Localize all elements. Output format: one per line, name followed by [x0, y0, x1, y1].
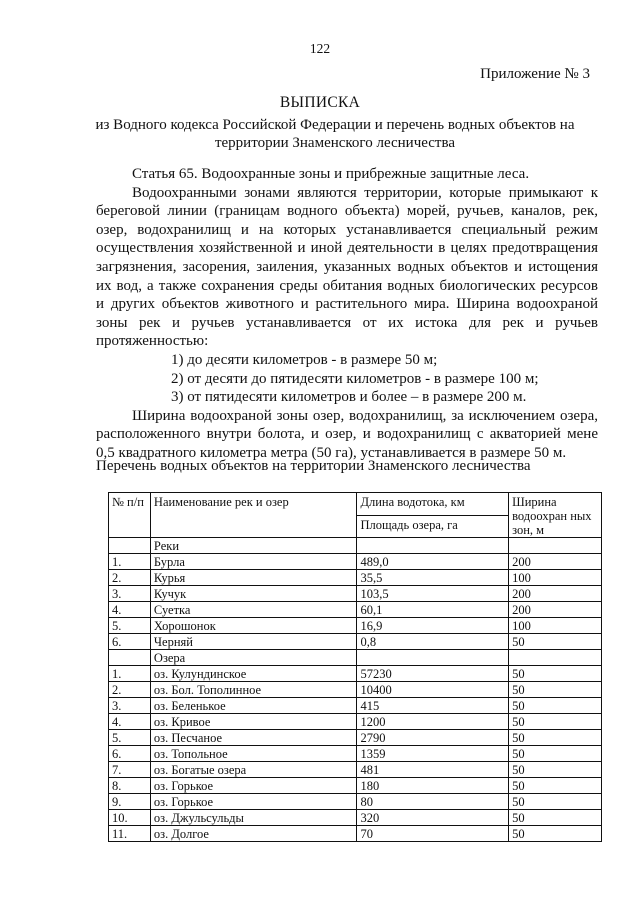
protection-width: 50	[509, 634, 602, 650]
list-item: 3) от пятидесяти километров и более – в размере 200 м.	[171, 389, 527, 406]
object-size: 2790	[357, 730, 509, 746]
row-number: 2.	[109, 682, 151, 698]
row-number: 7.	[109, 762, 151, 778]
object-size: 1359	[357, 746, 509, 762]
object-size: 80	[357, 794, 509, 810]
object-size: 415	[357, 698, 509, 714]
table-row	[109, 826, 602, 842]
table-cell	[109, 650, 151, 666]
object-size: 481	[357, 762, 509, 778]
protection-width: 100	[509, 618, 602, 634]
table-row	[109, 778, 602, 794]
row-number: 9.	[109, 794, 151, 810]
table-row	[109, 746, 602, 762]
object-size: 60,1	[357, 602, 509, 618]
rivers-section-row	[109, 538, 602, 554]
protection-width: 50	[509, 826, 602, 842]
protection-width: 50	[509, 746, 602, 762]
table-row	[109, 794, 602, 810]
protection-width: 200	[509, 554, 602, 570]
header-width: Ширина водоохран ных зон, м	[509, 493, 602, 538]
header-length: Длина водотока, км	[357, 493, 509, 516]
table-cell	[109, 538, 151, 554]
object-size: 70	[357, 826, 509, 842]
row-number: 6.	[109, 746, 151, 762]
object-name: Бурла	[150, 554, 357, 570]
protection-width: 50	[509, 698, 602, 714]
header-number: № п/п	[109, 493, 151, 538]
table-cell	[357, 650, 509, 666]
table-row	[109, 586, 602, 602]
object-name: Хорошонок	[150, 618, 357, 634]
object-name: оз. Джульсульды	[150, 810, 357, 826]
document-subtitle: из Водного кодекса Российской Федерации и перечень водных объектов на территории Знаменского лесничества	[95, 117, 575, 151]
row-number: 4.	[109, 602, 151, 618]
object-name: Кучук	[150, 586, 357, 602]
table-row	[109, 810, 602, 826]
table-row	[109, 730, 602, 746]
section-label: Озера	[150, 650, 357, 666]
water-objects-table	[108, 492, 602, 842]
table-row	[109, 634, 602, 650]
header-name: Наименование рек и озер	[150, 493, 357, 538]
protection-width: 50	[509, 810, 602, 826]
protection-width: 200	[509, 586, 602, 602]
object-name: оз. Кулундинское	[150, 666, 357, 682]
table-row	[109, 698, 602, 714]
table-row	[109, 666, 602, 682]
object-name: Черняй	[150, 634, 357, 650]
lakes-section-row	[109, 650, 602, 666]
object-size: 1200	[357, 714, 509, 730]
object-name: оз. Беленькое	[150, 698, 357, 714]
table-row	[109, 762, 602, 778]
table-header-row	[109, 493, 602, 516]
object-size: 16,9	[357, 618, 509, 634]
annex-label: Приложение № 3	[480, 66, 590, 82]
row-number: 5.	[109, 730, 151, 746]
table-row	[109, 554, 602, 570]
object-name: оз. Горькое	[150, 778, 357, 794]
protection-width: 50	[509, 730, 602, 746]
table-cell	[509, 650, 602, 666]
row-number: 8.	[109, 778, 151, 794]
table-row	[109, 714, 602, 730]
protection-width: 50	[509, 794, 602, 810]
list-item: 2) от десяти до пятидесяти километров - в размере 100 м;	[171, 370, 539, 387]
paragraph-1: Водоохранными зонами являются территории, которые примыкают к береговой линии (границам водного объекта) морей, ручьев, каналов, рек, озер, водохранилищ и на которых устанавливается специальный режим осуществления хозяйственной и иной деятельности в целях предотвращения загрязнения, засорения, заиления, указанных водных объектов и истощения их вод, а также сохранения среды обитания водных биологических ресурсов и других объектов животного и растительного мира. Ширина водоохраной зоны рек и ручьев устанавливается от их истока для рек и ручьев протяженностью:	[96, 184, 598, 350]
page-number: 122	[309, 41, 331, 56]
protection-width: 50	[509, 666, 602, 682]
object-size: 180	[357, 778, 509, 794]
table-row	[109, 602, 602, 618]
object-name: оз. Кривое	[150, 714, 357, 730]
table-row	[109, 618, 602, 634]
object-name: оз. Песчаное	[150, 730, 357, 746]
row-number: 3.	[109, 586, 151, 602]
document-title: ВЫПИСКА	[279, 94, 361, 111]
paragraph-2: Ширина водоохраной зоны озер, водохранилищ, за исключением озера, расположенного внутри болота, и озер, и водохранилищ с акваторией мене 0,5 квадратного километра метра (50 га), устанавливается в размере 50 м.	[96, 407, 598, 461]
table-row	[109, 570, 602, 586]
article-heading: Статья 65. Водоохранные зоны и прибрежные защитные леса.	[132, 166, 530, 182]
protection-width: 200	[509, 602, 602, 618]
row-number: 1.	[109, 666, 151, 682]
protection-width: 50	[509, 762, 602, 778]
table-caption: Перечень водных объектов на территории Знаменского лесничества	[96, 458, 531, 474]
object-name: оз. Горькое	[150, 794, 357, 810]
section-label: Реки	[150, 538, 357, 554]
document-body	[96, 165, 598, 463]
table-cell	[509, 538, 602, 554]
object-name: Курья	[150, 570, 357, 586]
header-area: Площадь озера, га	[357, 515, 509, 538]
object-name: оз. Топольное	[150, 746, 357, 762]
row-number: 3.	[109, 698, 151, 714]
row-number: 11.	[109, 826, 151, 842]
object-size: 35,5	[357, 570, 509, 586]
object-size: 57230	[357, 666, 509, 682]
protection-width: 100	[509, 570, 602, 586]
object-name: оз. Долгое	[150, 826, 357, 842]
object-name: оз. Богатые озера	[150, 762, 357, 778]
object-size: 0,8	[357, 634, 509, 650]
row-number: 5.	[109, 618, 151, 634]
protection-width: 50	[509, 714, 602, 730]
row-number: 2.	[109, 570, 151, 586]
table-cell	[357, 538, 509, 554]
protection-width: 50	[509, 682, 602, 698]
list-item: 1) до десяти километров - в размере 50 м;	[171, 351, 438, 368]
object-size: 489,0	[357, 554, 509, 570]
object-size: 10400	[357, 682, 509, 698]
row-number: 1.	[109, 554, 151, 570]
row-number: 6.	[109, 634, 151, 650]
table-row	[109, 682, 602, 698]
protection-width: 50	[509, 778, 602, 794]
row-number: 4.	[109, 714, 151, 730]
object-size: 320	[357, 810, 509, 826]
object-name: Суетка	[150, 602, 357, 618]
row-number: 10.	[109, 810, 151, 826]
object-size: 103,5	[357, 586, 509, 602]
object-name: оз. Бол. Тополинное	[150, 682, 357, 698]
